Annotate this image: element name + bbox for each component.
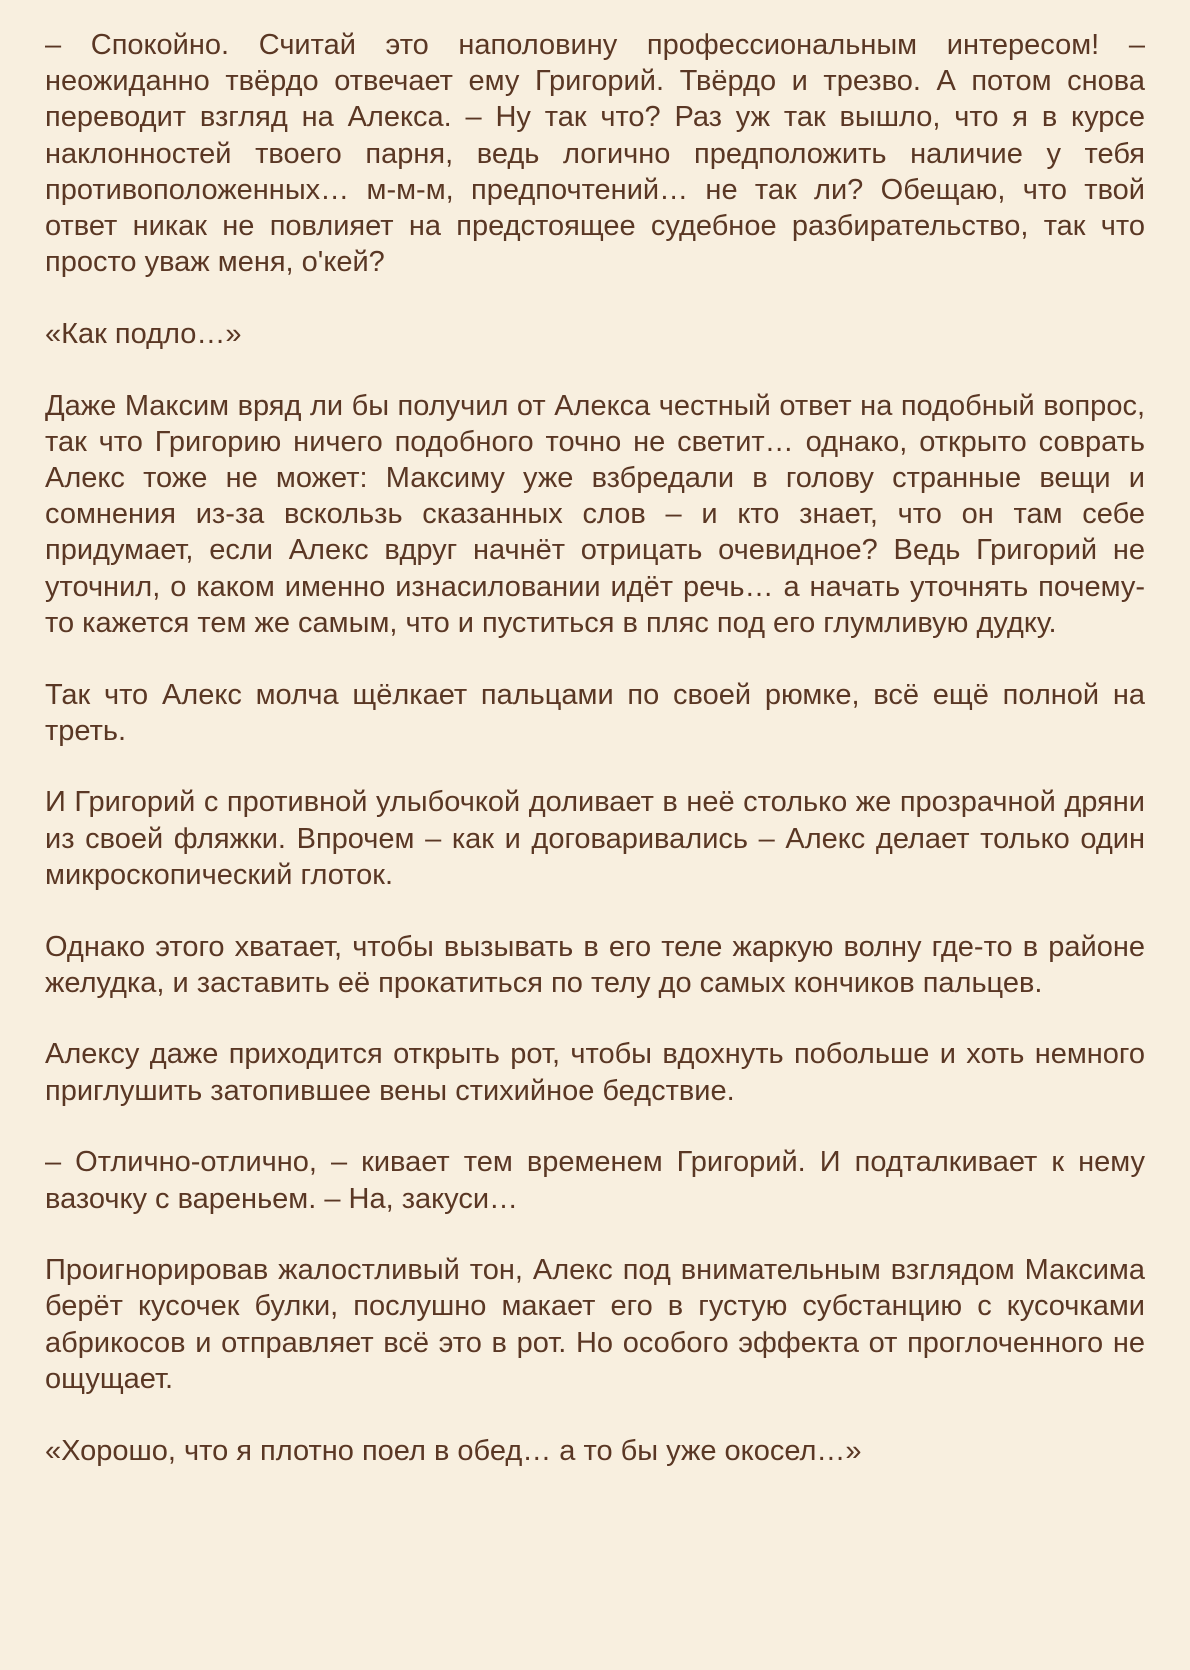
paragraph-3: Даже Максим вряд ли бы получил от Алекса честный ответ на подобный вопрос, так что Григорию ничего подобного точно не светит… однако, открыто соврать Алекс тоже не может: Максиму уже взбредали в голову странные вещи и сомнения из-за вскользь сказанных слов – и кто знает, что он там себе придумает, если Алекс вдруг начнёт отрицать очевидное? Ведь Григорий не уточнил, о каком именно изнасиловании идёт речь… а начать уточнять почему-то кажется тем же самым, что и пуститься в пляс под его глумливую дудку. (45, 389, 1145, 639)
paragraph-4: Так что Алекс молча щёлкает пальцами по своей рюмке, всё ещё полной на треть. (45, 678, 1145, 747)
paragraph-7: Алексу даже приходится открыть рот, чтобы вдохнуть побольше и хоть немного приглушить затопившее вены стихийное бедствие. (45, 1038, 1145, 1107)
paragraph-9: Проигнорировав жалостливый тон, Алекс под внимательным взглядом Максима берёт кусочек булки, послушно макает его в густую субстанцию с кусочками абрикосов и отправляет всё это в рот. Но особого эффекта от проглоченного не ощущает. (45, 1254, 1145, 1395)
paragraph-8: – Отлично-отлично, – кивает тем временем Григорий. И подталкивает к нему вазочку с вареньем. – На, закуси… (45, 1146, 1145, 1215)
paragraph-2: «Как подло…» (45, 317, 242, 350)
paragraph-5: И Григорий с противной улыбочкой доливает в неё столько же прозрачной дряни из своей фляжки. Впрочем – как и договаривались – Алекс делает только один микроскопический глоток. (45, 786, 1145, 891)
paragraph-6: Однако этого хватает, чтобы вызывать в его теле жаркую волну где-то в районе желудка, и заставить её прокатиться по телу до самых кончиков пальцев. (45, 930, 1145, 999)
paragraph-1: – Спокойно. Считай это наполовину профессиональным интересом! – неожиданно твёрдо отвечает ему Григорий. Твёрдо и трезво. А потом снова переводит взгляд на Алекса. – Ну так что? Раз уж так вышло, что я в курсе наклонностей твоего парня, ведь логично предположить наличие у тебя противоположенных… м-м-м, предпочтений… не так ли? Обещаю, что твой ответ никак не повлияет на предстоящее судебное разбирательство, так что просто уваж меня, о'кей? (45, 29, 1145, 279)
paragraph-10: «Хорошо, что я плотно поел в обед… а то бы уже окосел…» (45, 1434, 862, 1467)
